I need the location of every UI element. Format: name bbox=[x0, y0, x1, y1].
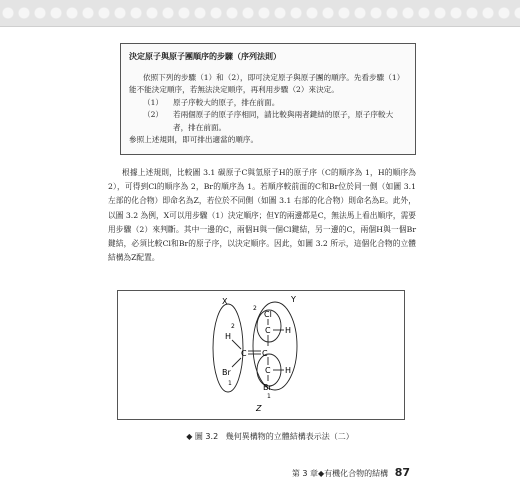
body-paragraph-block bbox=[108, 166, 416, 265]
figure-3-2-frame bbox=[117, 290, 405, 420]
x-group-oval bbox=[213, 304, 243, 392]
sequence-rule-box bbox=[120, 43, 416, 155]
caption-label: 圖 3.2 bbox=[194, 432, 219, 441]
chapter-title: 第 3 章◆有機化合物的結構 bbox=[291, 469, 389, 478]
rule-step-2 bbox=[143, 109, 407, 134]
figure-caption bbox=[150, 431, 390, 442]
x-group-label: X bbox=[222, 297, 228, 306]
bond-line bbox=[232, 340, 241, 349]
rule-step-text: 若兩個原子的原子序相同，請比較與兩者鍵結的原子，原子序較大者，排在前面。 bbox=[173, 110, 394, 132]
page-number: 87 bbox=[394, 466, 410, 479]
priority-number: 1 bbox=[228, 380, 232, 387]
rule-step-number: （2） bbox=[143, 110, 164, 119]
atom-c-top: C bbox=[265, 326, 271, 335]
rule-step-text: 原子序較大的原子，排在前面。 bbox=[173, 97, 280, 107]
rule-step-1 bbox=[143, 97, 407, 110]
atom-c-bottom: C bbox=[265, 366, 271, 375]
priority-number: 2 bbox=[253, 305, 257, 312]
atom-br-left: Br bbox=[222, 368, 231, 377]
atom-br-bottom: Br bbox=[263, 383, 272, 392]
molecule-diagram bbox=[118, 291, 406, 421]
atom-c-right: C bbox=[262, 349, 268, 358]
body-paragraph: 根據上述規則，比較圖 3.1 碳原子C與氫原子H的原子序（C的順序為 1，H的順序為 2），可得到Cl的順序為 2，Br的順序為 1。若順序較前面的C和Br位於同一側（如圖 3.1 左部的化合物）即命名為Z，若位於不同側（如圖 3.1 右部的化合物）則命名為E。此外，以圖 3.2 為例，X可以用步驟（1）決定順序；但Y的兩邊都是C，無法馬上看出順序，需要用步驟（2）來判斷。其中一邊的C，兩個H與一個Cl鍵結，另一邊的C，兩個H與一個Br鍵結，必須比較Cl和Br的原子序，以決定順序。因此，如圖 3.2 所示，這個化合物的立體結構為Z配置。 bbox=[108, 168, 416, 263]
priority-number: 1 bbox=[267, 393, 271, 400]
header-decoration-band bbox=[0, 0, 520, 27]
rule-step-number: （1） bbox=[143, 97, 164, 107]
atom-h-left: H bbox=[225, 332, 232, 341]
y-group-label: Y bbox=[291, 295, 296, 304]
rule-box-conclusion: 參照上述規則，即可排出適當的順序。 bbox=[129, 135, 259, 144]
caption-marker: ◆ bbox=[186, 432, 193, 441]
atom-cl-top: Cl bbox=[264, 310, 272, 319]
atom-c-left: C bbox=[241, 349, 247, 358]
bond-line bbox=[232, 358, 241, 367]
z-config-label: Z bbox=[256, 404, 262, 413]
rule-box-intro: 依照下列的步驟（1）和（2），即可決定原子與原子團的順序。先看步驟（1）能不能決定順序，若無法決定順序，再利用步驟（2）來決定。 bbox=[129, 72, 405, 94]
rule-box-title: 決定原子與原子團順序的步驟（序列法則） bbox=[129, 51, 281, 61]
priority-number: 2 bbox=[231, 323, 235, 330]
page-footer bbox=[290, 466, 410, 479]
atom-h-top: H bbox=[285, 326, 292, 335]
caption-text: 幾何異構物的立體結構表示法（二） bbox=[225, 432, 354, 441]
atom-h-bottom: H bbox=[285, 366, 292, 375]
